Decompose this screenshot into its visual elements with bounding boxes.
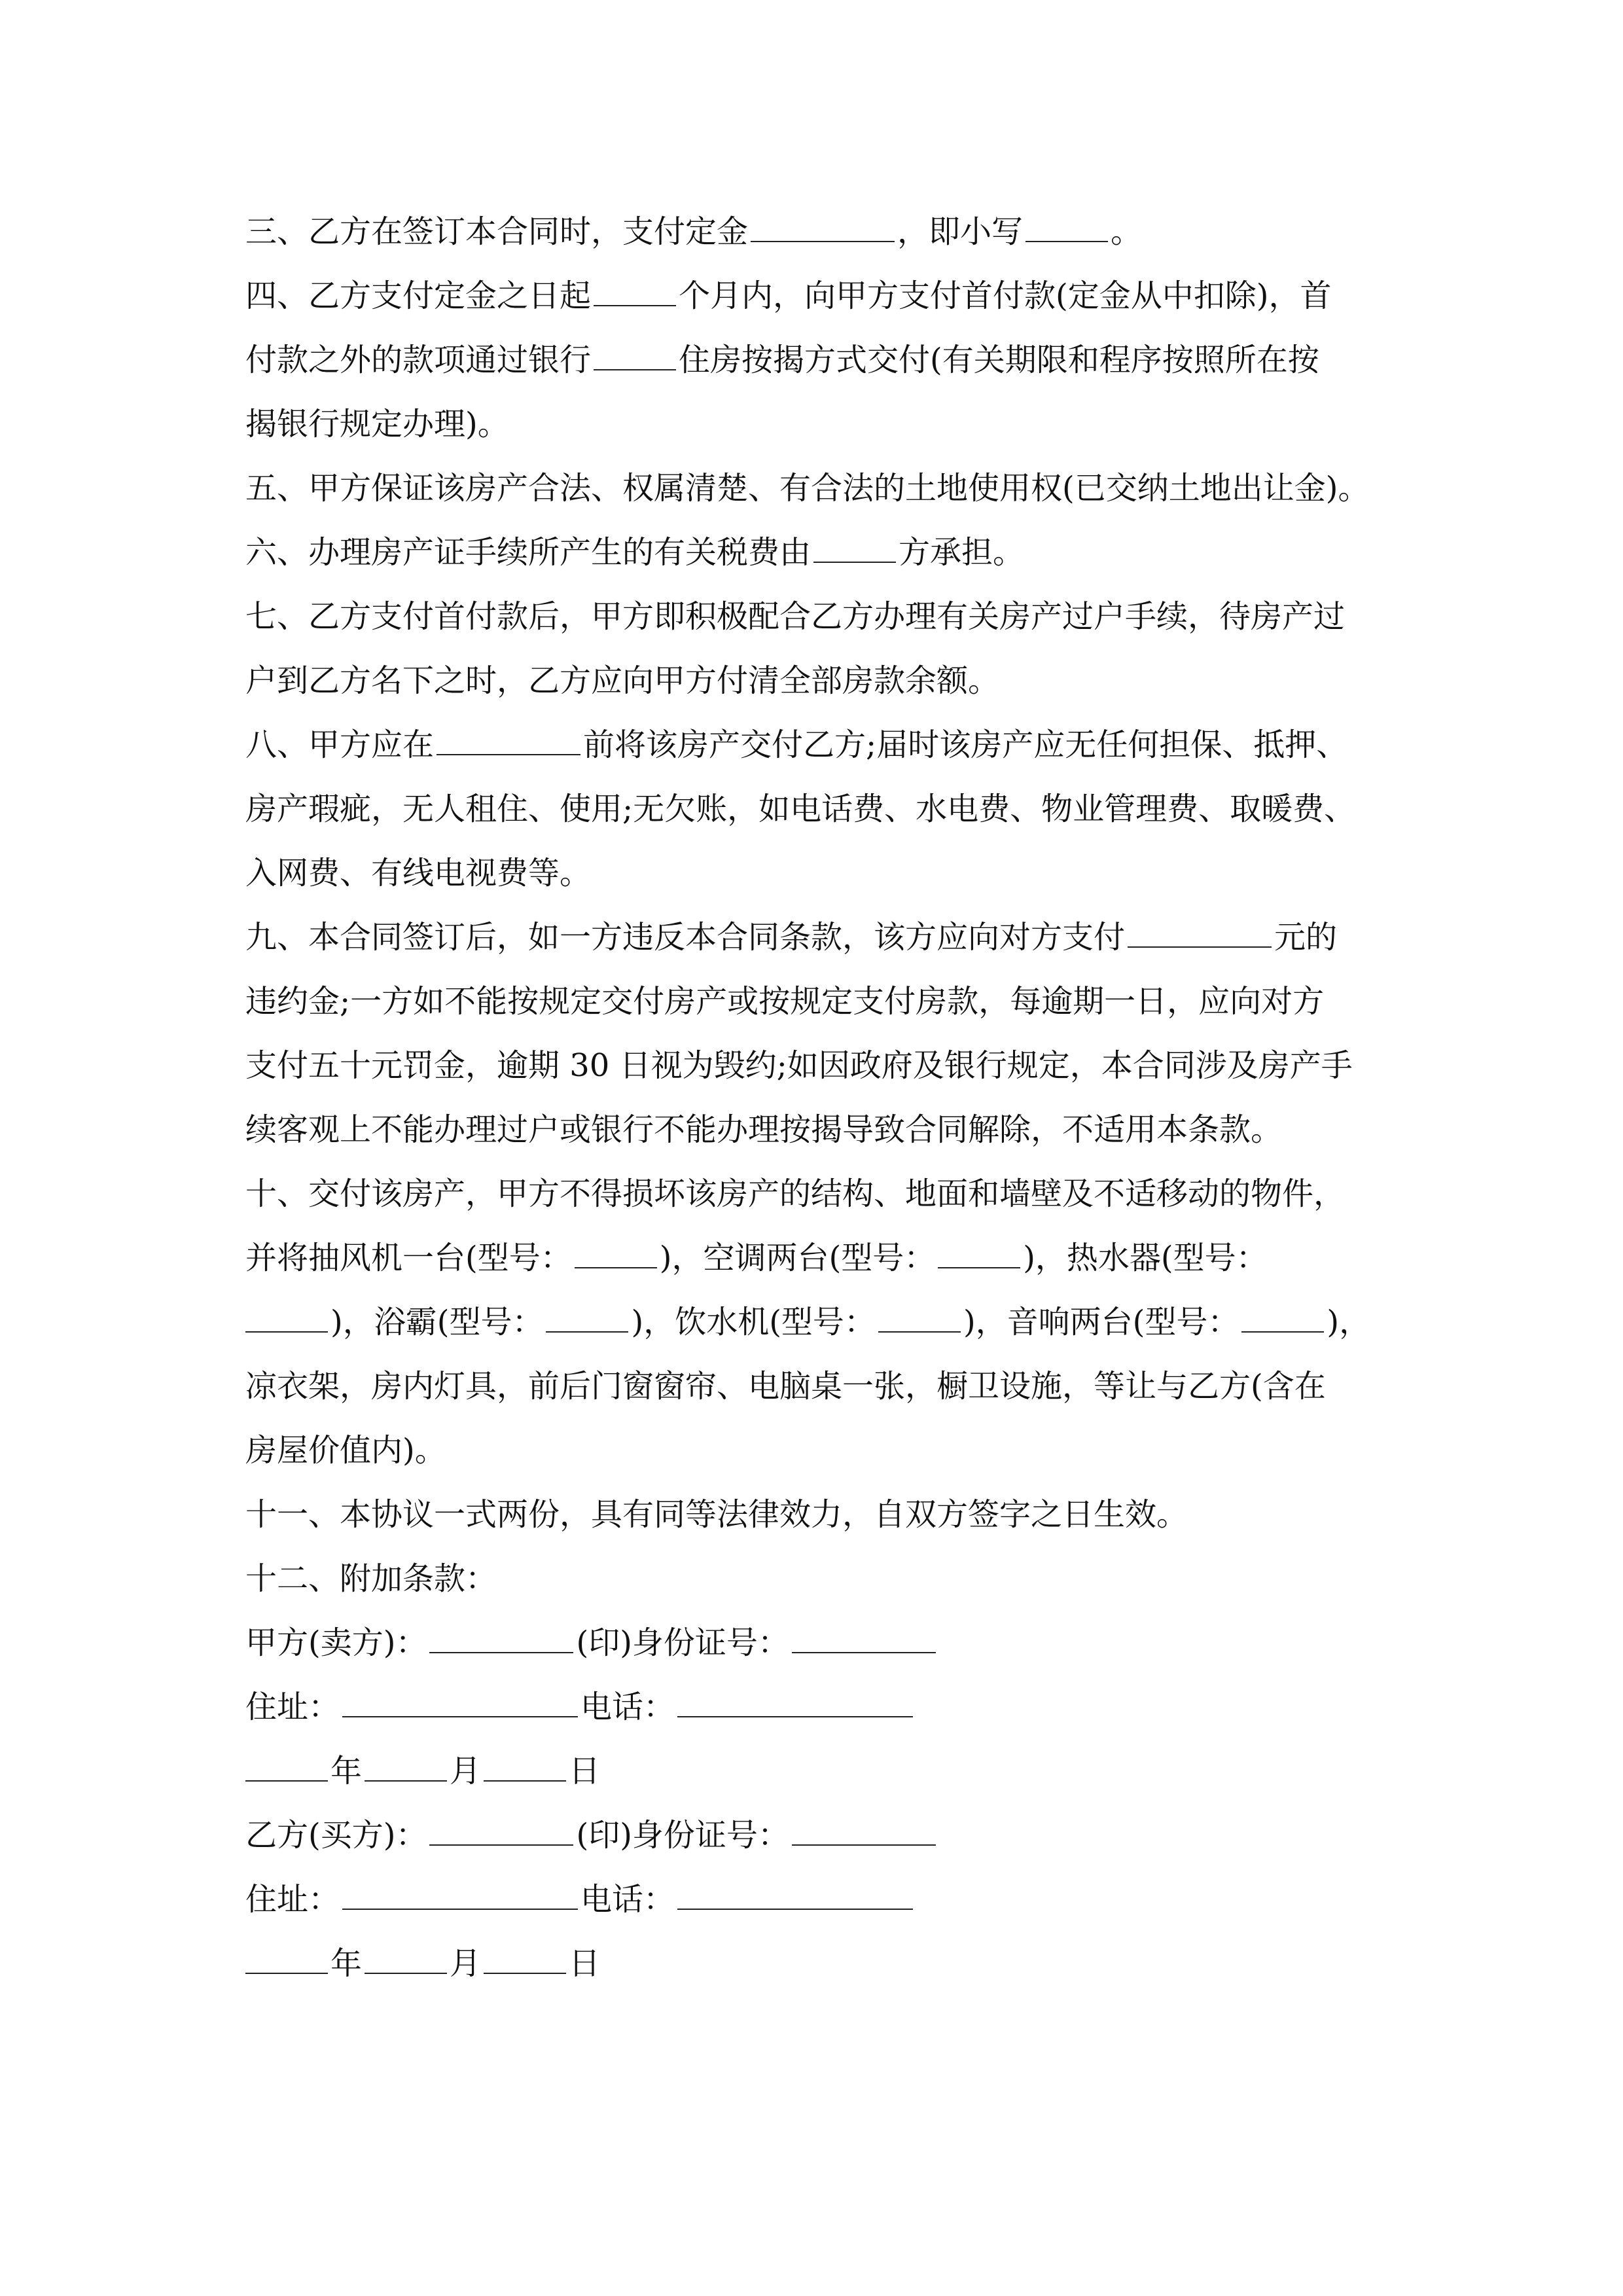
party-b-label: 乙方(买方)：: [245, 1817, 427, 1854]
clause-10-line2-a: 并将抽风机一台(型号：: [245, 1240, 572, 1276]
clause-9-line2: 违约金;一方如不能按规定交付房产或按规定支付房款，每逾期一日，应向对方: [245, 983, 1325, 1020]
heater-model-blank: [245, 1299, 328, 1333]
bank-blank: [594, 336, 676, 370]
clause-4-line2-a: 付款之外的款项通过银行: [245, 342, 592, 378]
party-a-address-blank: [342, 1683, 578, 1717]
party-b-id-blank: [792, 1812, 936, 1846]
party-a-name-blank: [429, 1619, 573, 1653]
clause-10-line5: 房屋价值内)。: [245, 1432, 446, 1469]
clause-4: [245, 264, 1417, 456]
fan-model-blank: [575, 1234, 657, 1268]
clause-10-line1: 十、交付该房产，甲方不得损坏该房产的结构、地面和墙壁及不适移动的物件，: [245, 1175, 1346, 1212]
party-b-address-label: 住址：: [245, 1881, 340, 1918]
party-a-year-blank: [245, 1748, 328, 1782]
clause-5: [245, 456, 1417, 520]
clause-8-line2: 房产瑕疵，无人租住、使用;无欠账，如电话费、水电费、物业管理费、取暖费、: [245, 791, 1356, 827]
penalty-amount-blank: [1128, 914, 1272, 948]
clause-10: [245, 1162, 1417, 1482]
clause-4-line1-b: 个月内，向甲方支付首付款(定金从中扣除)，首: [679, 278, 1332, 314]
clause-3-text-b: ，即小写: [897, 213, 1024, 250]
clause-10-line2-c: )，热水器(型号：: [1023, 1240, 1268, 1276]
delivery-date-blank: [437, 721, 580, 755]
clause-8: [245, 713, 1417, 905]
clause-10-line3-a: )，浴霸(型号：: [330, 1304, 544, 1340]
months-blank: [594, 272, 676, 306]
deposit-lowercase-blank: [1026, 208, 1108, 242]
speaker-model-blank: [1241, 1299, 1324, 1333]
party-a-month-label: 月: [450, 1753, 482, 1789]
clause-3-text-c: 。: [1111, 213, 1143, 250]
clause-7-line1: 七、乙方支付首付款后，甲方即积极配合乙方办理有关房产过户手续，待房产过: [245, 598, 1346, 635]
party-a-id-blank: [792, 1619, 936, 1653]
party-b-phone-label: 电话：: [580, 1881, 675, 1918]
party-b-address-blank: [342, 1876, 578, 1910]
clause-6-text-b: 方承担。: [899, 534, 1025, 571]
clause-4-line3: 揭银行规定办理)。: [245, 406, 509, 442]
clause-9-line1-b: 元的: [1274, 919, 1338, 956]
clause-9-line1-a: 九、本合同签订后，如一方违反本合同条款，该方应向对方支付: [245, 919, 1126, 956]
party-b-month-label: 月: [450, 1945, 482, 1982]
party-b-phone-blank: [677, 1876, 913, 1910]
party-b-name-blank: [429, 1812, 573, 1846]
contract-body: [245, 200, 1417, 1996]
party-b-day-blank: [484, 1940, 566, 1974]
clause-8-line1-b: 前将该房产交付乙方;届时该房产应无任何担保、抵押、: [583, 726, 1348, 763]
clause-7: [245, 584, 1417, 713]
water-dispenser-model-blank: [878, 1299, 961, 1333]
party-b-seal-label: (印)身份证号：: [576, 1817, 789, 1854]
clause-8-line3: 入网费、有线电视费等。: [245, 855, 592, 891]
ac-model-blank: [938, 1234, 1020, 1268]
clause-3: [245, 200, 1417, 264]
clause-6: [245, 520, 1417, 584]
clause-11-text: 十一、本协议一式两份，具有同等法律效力，自双方签字之日生效。: [245, 1496, 1188, 1533]
tax-party-blank: [813, 529, 896, 563]
clause-11: [245, 1482, 1417, 1547]
clause-10-line2-b: )，空调两台(型号：: [659, 1240, 936, 1276]
party-a-year-label: 年: [330, 1753, 363, 1789]
clause-3-text-a: 三、乙方在签订本合同时，支付定金: [245, 213, 749, 250]
party-a-seal-label: (印)身份证号：: [576, 1624, 789, 1661]
party-a-day-label: 日: [569, 1753, 601, 1789]
clause-10-line3-b: )，饮水机(型号：: [631, 1304, 876, 1340]
clause-9-line3: 支付五十元罚金，逾期 30 日视为毁约;如因政府及银行规定，本合同涉及房产手: [245, 1047, 1353, 1084]
clause-12: [245, 1547, 1417, 1611]
clause-5-text: 五、甲方保证该房产合法、权属清楚、有合法的土地使用权(已交纳土地出让金)。: [245, 470, 1370, 507]
party-b-day-label: 日: [569, 1945, 601, 1982]
clause-4-line2-b: 住房按揭方式交付(有关期限和程序按照所在按: [679, 342, 1319, 378]
party-b-year-label: 年: [330, 1945, 363, 1982]
party-a-phone-blank: [677, 1683, 913, 1717]
party-a-address-label: 住址：: [245, 1689, 340, 1725]
clause-6-text-a: 六、办理房产证手续所产生的有关税费由: [245, 534, 812, 571]
party-a-day-blank: [484, 1748, 566, 1782]
party-b-year-blank: [245, 1940, 328, 1974]
clause-7-line2: 户到乙方名下之时，乙方应向甲方付清全部房款余额。: [245, 662, 1000, 699]
party-b-month-blank: [365, 1940, 447, 1974]
party-a-phone-label: 电话：: [580, 1689, 675, 1725]
deposit-amount-blank: [751, 208, 895, 242]
clause-8-line1-a: 八、甲方应在: [245, 726, 435, 763]
clause-10-line3-d: )，: [1327, 1304, 1371, 1340]
party-a-month-blank: [365, 1748, 447, 1782]
party-a-label: 甲方(卖方)：: [245, 1624, 427, 1661]
clause-10-line3-c: )，音响两台(型号：: [963, 1304, 1240, 1340]
clause-9-line4: 续客观上不能办理过户或银行不能办理按揭导致合同解除，不适用本条款。: [245, 1111, 1283, 1148]
clause-4-line1-a: 四、乙方支付定金之日起: [245, 278, 592, 314]
clause-12-text: 十二、附加条款：: [245, 1560, 497, 1597]
clause-10-line4: 凉衣架，房内灯具，前后门窗窗帘、电脑桌一张，橱卫设施，等让与乙方(含在: [245, 1368, 1326, 1405]
clause-9: [245, 905, 1417, 1162]
party-a-signature-block: [245, 1611, 1417, 1803]
bath-heater-model-blank: [546, 1299, 628, 1333]
party-b-signature-block: [245, 1803, 1417, 1996]
